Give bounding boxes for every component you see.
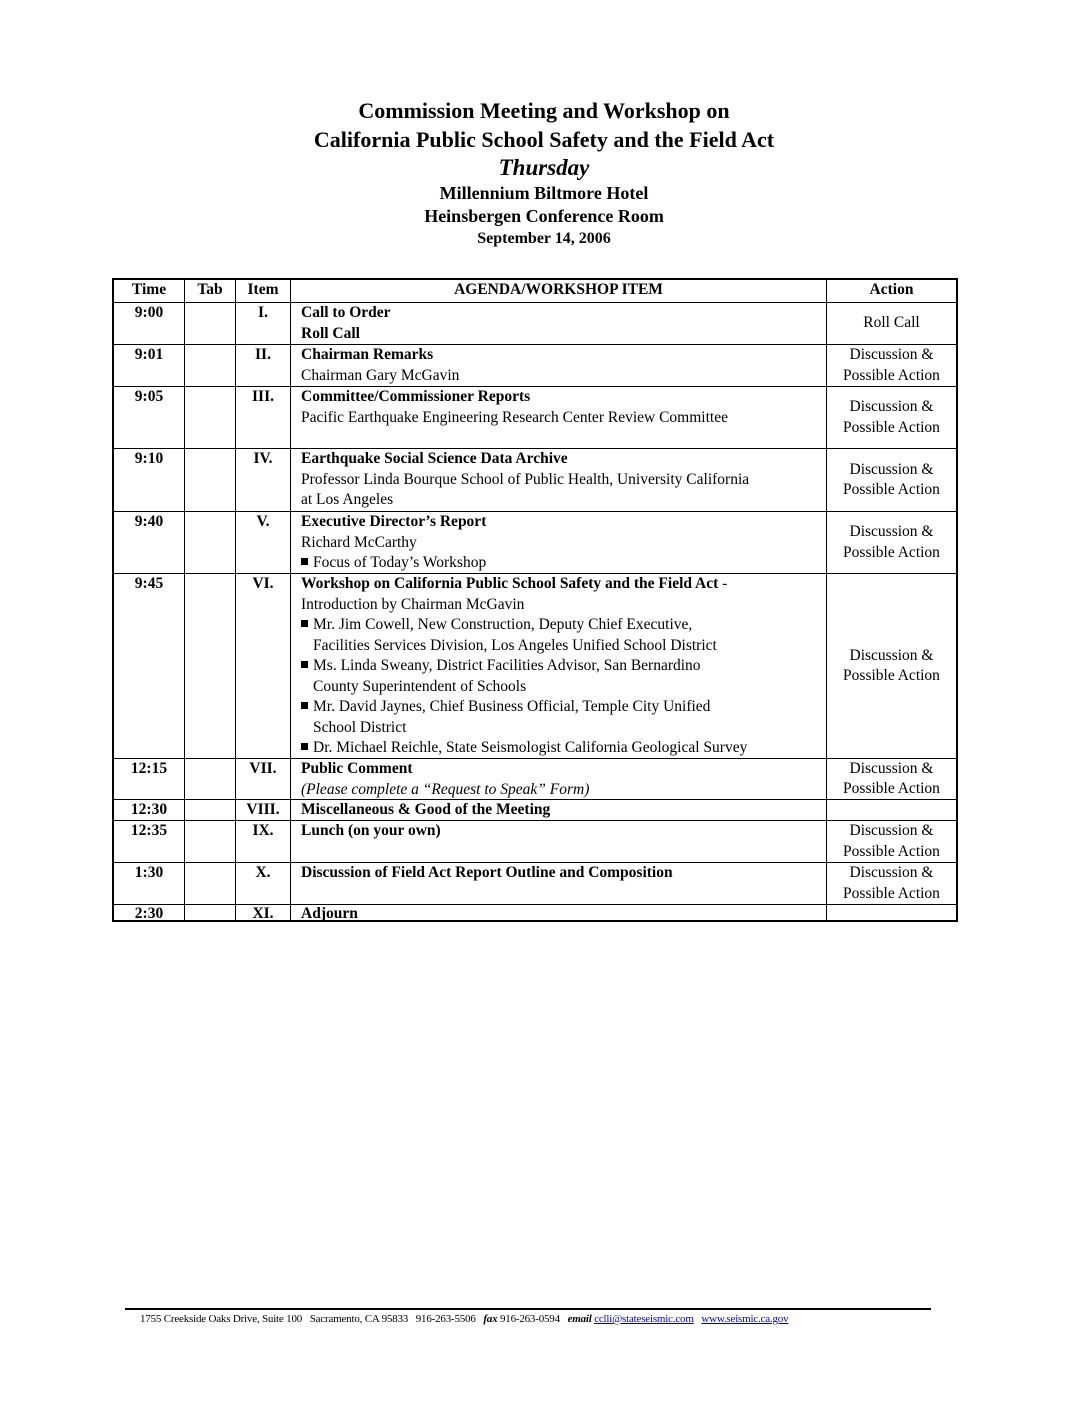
- item-detail: (Please complete a “Request to Speak” Form): [301, 780, 590, 798]
- row-description: [290, 387, 826, 448]
- row-action: [826, 387, 956, 448]
- row-tab: [184, 759, 235, 799]
- row-time: 12:30: [130, 801, 168, 818]
- table-header-row: [114, 280, 956, 302]
- action-text: Possible Action: [843, 481, 940, 498]
- row-tab: [184, 512, 235, 573]
- row-item-number: VI.: [235, 574, 290, 758]
- bullet-text: Focus of Today’s Workshop: [313, 554, 487, 571]
- item-detail: Richard McCarthy: [301, 533, 417, 551]
- agenda-table: [112, 278, 958, 922]
- bullet-item: [301, 656, 826, 677]
- bullet-item: [301, 697, 826, 718]
- row-time: 9:45: [134, 575, 164, 592]
- row-time: 9:00: [134, 304, 164, 321]
- column-header-action: [826, 280, 956, 302]
- item-title: Adjourn: [301, 905, 358, 922]
- column-header-action-label: Action: [869, 281, 914, 298]
- row-item-number: III.: [235, 387, 290, 448]
- row-time: 9:40: [134, 513, 164, 530]
- row-time: 9:05: [134, 388, 164, 405]
- column-header-time: Time: [131, 281, 167, 298]
- action-text: Possible Action: [843, 543, 940, 561]
- footer-phone: 916-263-5506: [415, 1313, 476, 1325]
- row-item-number: V.: [235, 512, 290, 573]
- action-text: Discussion &: [849, 398, 934, 415]
- footer-website-link[interactable]: www.seismic.ca.gov: [701, 1313, 789, 1325]
- meeting-date: September 14, 2006: [477, 230, 611, 247]
- row-time: 12:15: [130, 760, 168, 777]
- footer-fax-label: fax: [483, 1313, 498, 1325]
- row-tab: [184, 303, 235, 344]
- bullet-continuation: County Superintendent of Schools: [313, 677, 527, 695]
- row-description: [290, 821, 826, 862]
- row-item-number: II.: [235, 345, 290, 386]
- table-row: [114, 799, 956, 820]
- column-header-tab: Tab: [184, 280, 235, 302]
- item-detail: Pacific Earthquake Engineering Research Center Review Committee: [301, 408, 728, 426]
- bullet-square-icon: [301, 558, 308, 565]
- row-description: [290, 863, 826, 904]
- row-item-number: X.: [235, 863, 290, 904]
- table-row: [114, 862, 956, 904]
- row-description: [290, 759, 826, 799]
- row-time: 12:35: [130, 822, 168, 839]
- table-row: [114, 820, 956, 862]
- row-item-number: IV.: [235, 449, 290, 511]
- row-action: [826, 345, 956, 386]
- row-item-number: IX.: [235, 821, 290, 862]
- item-title: Earthquake Social Science Data Archive: [301, 450, 568, 467]
- table-row: [114, 573, 956, 758]
- row-action: [826, 512, 956, 573]
- action-text: Roll Call: [863, 314, 920, 332]
- row-tab: [184, 905, 235, 920]
- row-action: [826, 863, 956, 904]
- room: Heinsbergen Conference Room: [424, 206, 664, 226]
- item-detail: Chairman Gary McGavin: [301, 366, 460, 384]
- row-tab: [184, 821, 235, 862]
- row-action: [826, 303, 956, 344]
- bullet-text: Dr. Michael Reichle, State Seismologist California Geological Survey: [313, 739, 748, 756]
- action-text: Possible Action: [843, 667, 940, 684]
- row-description: [290, 574, 826, 758]
- row-action: [826, 800, 956, 820]
- row-tab: [184, 449, 235, 511]
- bullet-text: Ms. Linda Sweany, District Facilities Advisor, San Bernardino: [313, 657, 701, 674]
- row-tab: [184, 800, 235, 820]
- row-time: 9:10: [134, 450, 164, 467]
- row-description: [290, 905, 826, 920]
- row-description: [290, 800, 826, 820]
- item-title: Call to Order: [301, 304, 391, 321]
- document-header: [0, 96, 1088, 250]
- action-text: Discussion &: [849, 460, 934, 478]
- action-text: Possible Action: [843, 780, 940, 797]
- item-title: Public Comment: [301, 760, 413, 777]
- action-text: Discussion &: [849, 523, 934, 540]
- table-row: [114, 511, 956, 573]
- action-text: Possible Action: [843, 884, 940, 902]
- item-detail: Roll Call: [301, 324, 360, 342]
- row-time: 2:30: [134, 905, 164, 922]
- table-row: [114, 904, 956, 920]
- footer-city: Sacramento, CA 95833: [309, 1313, 409, 1325]
- action-text: Discussion &: [849, 822, 934, 839]
- item-title-suffix: -: [718, 575, 728, 592]
- item-title-line: [301, 574, 826, 595]
- item-title: Miscellaneous & Good of the Meeting: [301, 801, 551, 818]
- row-item-number: VII.: [235, 759, 290, 799]
- footer-address: 1755 Creekside Oaks Drive, Suite 100: [140, 1313, 303, 1325]
- row-action: [826, 821, 956, 862]
- item-detail: at Los Angeles: [301, 491, 394, 508]
- row-item-number: XI.: [235, 905, 290, 920]
- table-row: [114, 302, 956, 344]
- bullet-item: [301, 615, 826, 636]
- bullet-square-icon: [301, 661, 308, 668]
- row-description: [290, 345, 826, 386]
- item-title: Chairman Remarks: [301, 346, 434, 363]
- bullet-item: [301, 553, 826, 574]
- action-text: Possible Action: [843, 366, 940, 384]
- bullet-continuation: School District: [313, 718, 407, 736]
- column-header-item: Item: [235, 280, 290, 302]
- row-description: [290, 449, 826, 511]
- title-line-1: Commission Meeting and Workshop on: [358, 98, 730, 123]
- action-text: Possible Action: [843, 418, 940, 436]
- footer-email-link[interactable]: cclli@stateseismic.com: [594, 1313, 694, 1325]
- item-detail: Professor Linda Bourque School of Public Health, University California: [301, 470, 750, 488]
- venue: Millennium Biltmore Hotel: [439, 183, 649, 203]
- bullet-item: [301, 738, 826, 759]
- bullet-continuation: Facilities Services Division, Los Angeles Unified School District: [313, 636, 717, 654]
- row-tab: [184, 387, 235, 448]
- row-description: [290, 512, 826, 573]
- bullet-square-icon: [301, 743, 308, 750]
- action-text: Possible Action: [843, 842, 940, 860]
- row-tab: [184, 345, 235, 386]
- column-header-agenda-item: AGENDA/WORKSHOP ITEM: [290, 280, 826, 302]
- row-action: [826, 905, 956, 920]
- item-title: Committee/Commissioner Reports: [301, 388, 531, 405]
- row-action: [826, 759, 956, 799]
- title-line-2: California Public School Safety and the Field Act: [313, 127, 775, 152]
- row-tab: [184, 863, 235, 904]
- bullet-square-icon: [301, 620, 308, 627]
- item-title: Workshop on California Public School Safety and the Field Act: [301, 575, 719, 592]
- table-row: [114, 758, 956, 799]
- row-time: 1:30: [134, 864, 164, 881]
- footer-fax: 916-263-0594: [499, 1313, 560, 1325]
- row-description: [290, 303, 826, 344]
- meeting-day: Thursday: [498, 155, 590, 180]
- action-text: Discussion &: [849, 646, 934, 664]
- row-action: [826, 574, 956, 758]
- item-detail: Introduction by Chairman McGavin: [301, 595, 525, 613]
- bullet-text: Mr. David Jaynes, Chief Business Official, Temple City Unified: [313, 698, 711, 715]
- row-item-number: I.: [235, 303, 290, 344]
- table-row: [114, 386, 956, 448]
- row-action: [826, 449, 956, 511]
- item-title: Discussion of Field Act Report Outline and Composition: [301, 864, 673, 881]
- table-row: [114, 448, 956, 511]
- item-title: Executive Director’s Report: [301, 513, 487, 530]
- footer-divider: [125, 1308, 931, 1310]
- bullet-square-icon: [301, 702, 308, 709]
- action-text: Discussion &: [849, 759, 934, 777]
- action-text: Discussion &: [849, 346, 934, 363]
- row-item-number: VIII.: [235, 800, 290, 820]
- row-tab: [184, 574, 235, 758]
- footer-contact: [140, 1312, 788, 1326]
- item-title: Lunch (on your own): [301, 822, 441, 839]
- bullet-text: Mr. Jim Cowell, New Construction, Deputy Chief Executive,: [313, 616, 693, 633]
- footer-email-label: email: [567, 1313, 592, 1325]
- action-text: Discussion &: [849, 864, 934, 881]
- table-row: [114, 344, 956, 386]
- row-time: 9:01: [134, 346, 164, 363]
